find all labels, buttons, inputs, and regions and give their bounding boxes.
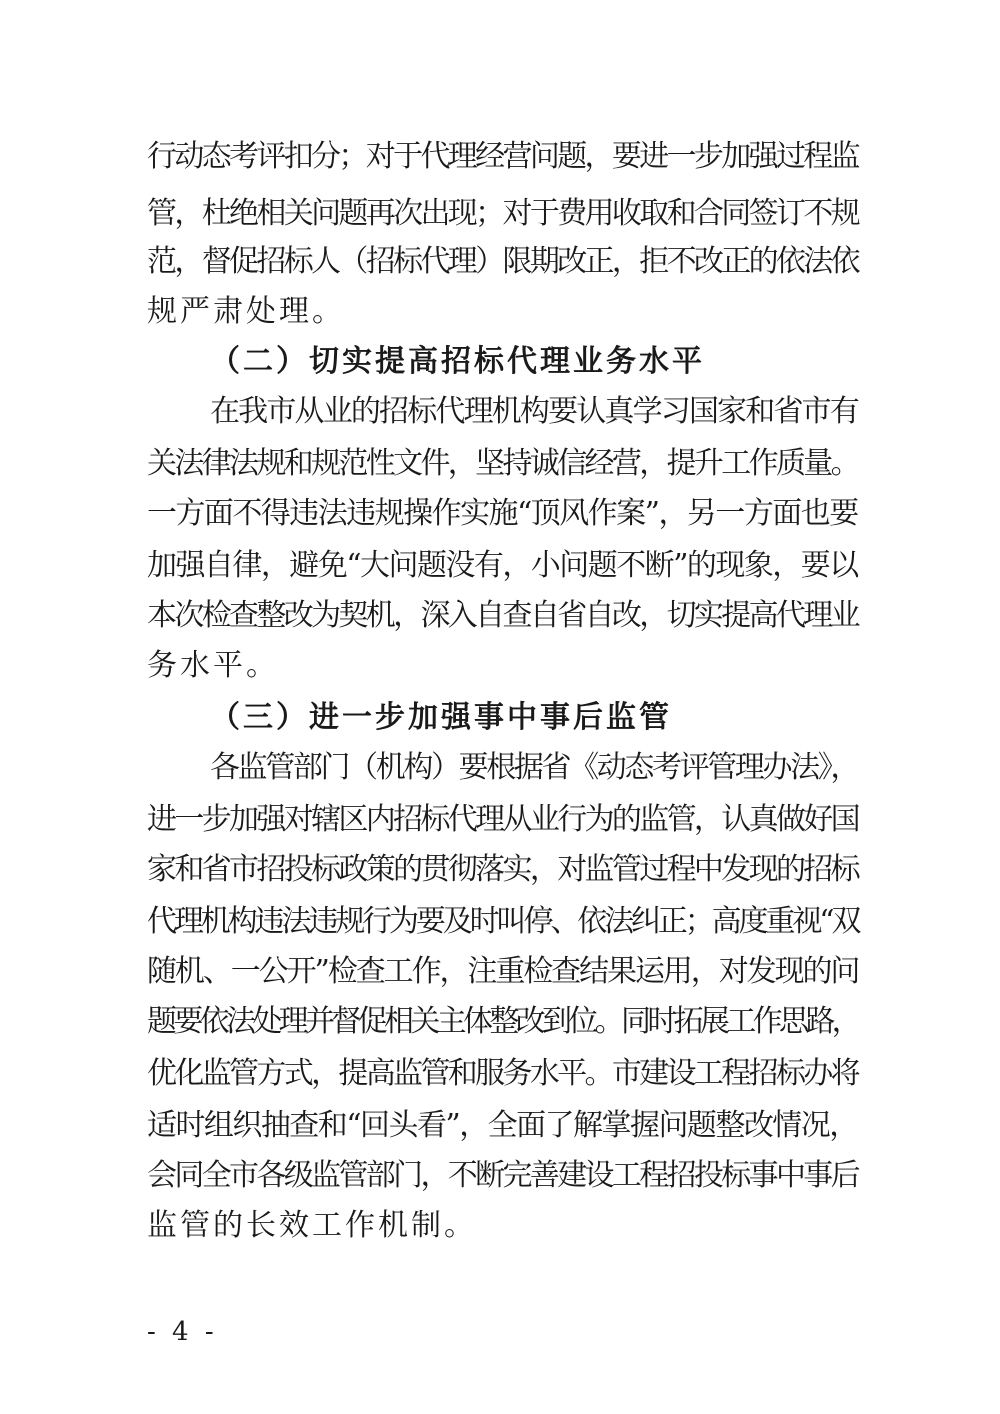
body-text-line: 一方面不得违法违规操作实施“顶风作案”，另一方面也要 bbox=[147, 496, 858, 531]
body-text-line: 会同全市各级监管部门，不断完善建设工程招投标事中事后 bbox=[147, 1158, 858, 1193]
body-text-line: 加强自律，避免“大问题没有，小问题不断”的现象，要以 bbox=[147, 548, 858, 583]
body-text-line: 在我市从业的招标代理机构要认真学习国家和省市有 bbox=[210, 394, 858, 429]
section-heading-2: （二）切实提高招标代理业务水平 bbox=[210, 344, 705, 379]
body-text-line: 管，杜绝相关问题再次出现；对于费用收取和合同签订不规 bbox=[147, 196, 858, 231]
body-text-line: 本次检查整改为契机，深入自查自省自改，切实提高代理业 bbox=[147, 598, 858, 633]
body-text-line: 家和省市招投标政策的贯彻落实，对监管过程中发现的招标 bbox=[147, 852, 858, 887]
body-text-line: 范，督促招标人（招标代理）限期改正，拒不改正的依法依 bbox=[147, 244, 858, 279]
body-text-line: 关法律法规和规范性文件，坚持诚信经营，提升工作质量。 bbox=[147, 446, 858, 481]
body-text-line: 优化监管方式，提高监管和服务水平。市建设工程招标办将 bbox=[147, 1056, 858, 1091]
body-text-line: 适时组织抽查和“回头看”，全面了解掌握问题整改情况， bbox=[147, 1108, 858, 1143]
body-text-line: 各监管部门（机构）要根据省《动态考评管理办法》， bbox=[210, 750, 858, 785]
body-text-line: 规严肃处理。 bbox=[147, 294, 345, 329]
body-text-line: 题要依法处理并督促相关主体整改到位。同时拓展工作思路， bbox=[147, 1004, 858, 1039]
body-text-line: 行动态考评扣分；对于代理经营问题，要进一步加强过程监 bbox=[147, 139, 858, 174]
body-text-line: 进一步加强对辖区内招标代理从业行为的监管，认真做好国 bbox=[147, 802, 858, 837]
body-text-line: 随机、一公开”检查工作，注重检查结果运用，对发现的问 bbox=[147, 954, 859, 989]
body-text-line: 务水平。 bbox=[147, 648, 279, 683]
body-text-line: 代理机构违法违规行为要及时叫停、依法纠正；高度重视“双 bbox=[147, 904, 859, 939]
page-number: - 4 - bbox=[147, 1317, 218, 1347]
body-text-line: 监管的长效工作机制。 bbox=[147, 1208, 477, 1243]
section-heading-3: （三）进一步加强事中事后监管 bbox=[210, 700, 672, 735]
